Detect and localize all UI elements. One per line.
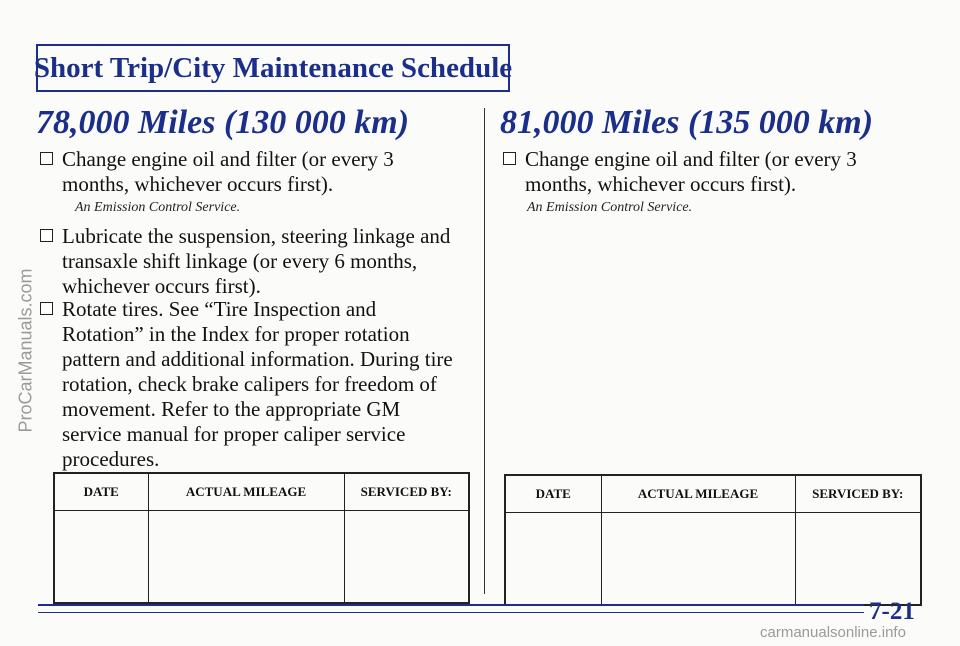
service-log-table — [53, 472, 470, 604]
mileage-entry-cell[interactable] — [148, 511, 344, 604]
footer-rule — [38, 612, 864, 613]
date-entry-cell[interactable] — [54, 511, 148, 604]
date-entry-cell[interactable] — [505, 513, 601, 606]
section-heading-78000: 78,000 Miles (130 000 km) — [36, 104, 410, 141]
page-title: Short Trip/City Maintenance Schedule — [36, 44, 510, 92]
column-header-serviced-by: SERVICED BY: — [795, 475, 921, 513]
column-header-actual-mileage: ACTUAL MILEAGE — [601, 475, 795, 513]
serviced-by-entry-cell[interactable] — [795, 513, 921, 606]
service-log-table — [504, 474, 922, 606]
checklist-item-oil-change: Change engine oil and filter (or every 3 months, whichever occurs first). — [503, 147, 923, 197]
checkbox[interactable] — [40, 152, 53, 165]
column-divider — [484, 108, 485, 594]
section-heading-81000: 81,000 Miles (135 000 km) — [500, 104, 874, 141]
page-number: 7-21 — [869, 598, 915, 625]
column-header-serviced-by: SERVICED BY: — [344, 473, 469, 511]
emission-note: An Emission Control Service. — [75, 200, 241, 215]
emission-note: An Emission Control Service. — [527, 200, 693, 215]
checklist-item-rotate-tires: Rotate tires. See “Tire Inspection and Rotation” in the Index for proper rotation pattern and additional information. During tire rotation, check brake calipers for freedom of movement. Refer to the appropriate GM service manual for proper caliper service procedures. — [40, 297, 460, 472]
serviced-by-entry-cell[interactable] — [344, 511, 469, 604]
checklist-item-lubricate: Lubricate the suspension, steering linkage and transaxle shift linkage (or every 6 months, whichever occurs first). — [40, 224, 460, 299]
footer-rule — [38, 604, 864, 606]
mileage-entry-cell[interactable] — [601, 513, 795, 606]
column-header-date: DATE — [505, 475, 601, 513]
checkbox[interactable] — [40, 302, 53, 315]
watermark-bottom: carmanualsonline.info — [760, 624, 906, 641]
watermark-side: ProCarManuals.com — [15, 268, 36, 433]
checkbox[interactable] — [503, 152, 516, 165]
column-header-actual-mileage: ACTUAL MILEAGE — [148, 473, 344, 511]
checklist-item-oil-change: Change engine oil and filter (or every 3 months, whichever occurs first). — [40, 147, 460, 197]
checkbox[interactable] — [40, 229, 53, 242]
column-header-date: DATE — [54, 473, 148, 511]
